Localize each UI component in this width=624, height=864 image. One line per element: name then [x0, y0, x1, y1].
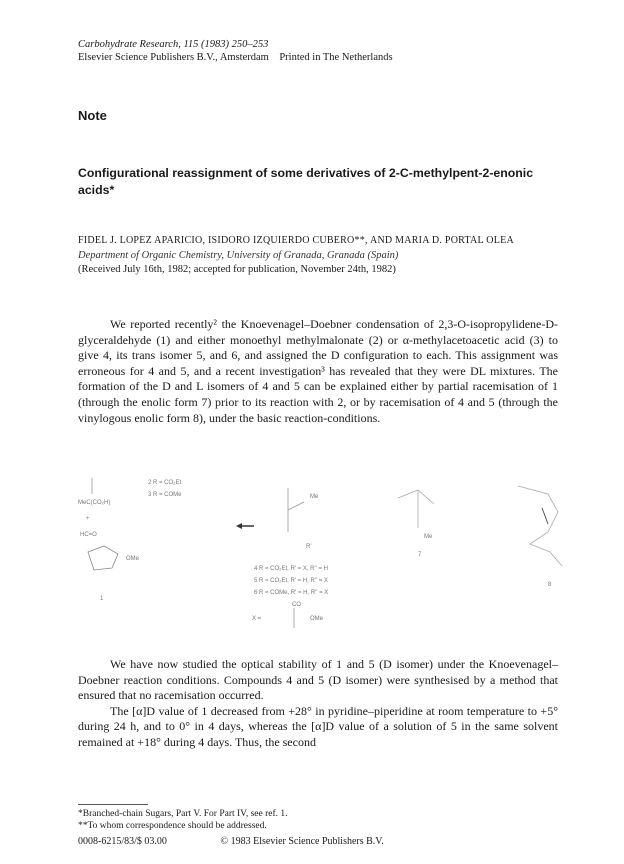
footnote-1: *Branched-chain Sugars, Part V. For Part IV, see ref. 1.: [78, 809, 288, 819]
scheme-label: CO: [292, 602, 301, 608]
scheme-label: 6 R = COMe, R' = H, R'' = X: [254, 590, 329, 596]
scheme-label: R': [306, 544, 312, 550]
scheme-label: 4 R = CO₂Et, R' = X, R'' = H: [254, 566, 328, 572]
page-footer: [78, 836, 558, 848]
footnote-rule: [78, 804, 148, 805]
scheme-label: OMe: [126, 556, 140, 562]
received-dates: (Received July 16th, 1982; accepted for publication, November 24th, 1982): [78, 264, 396, 275]
scheme-label: 3 R = COMe: [148, 492, 182, 498]
publisher-line: Elsevier Science Publishers B.V., Amsterdam Printed in The Netherlands: [78, 52, 393, 63]
footnotes: [78, 808, 558, 832]
scheme-label: X =: [252, 616, 262, 622]
scheme-label: Me: [310, 494, 319, 500]
paragraph-intro: [78, 317, 558, 426]
compound-7-label: 7: [418, 552, 422, 558]
scheme-label: 5 R = CO₂Et, R' = H, R'' = X: [254, 578, 328, 584]
compound-1-label: 1: [100, 596, 104, 602]
svg-text:+: +: [86, 516, 90, 522]
footnote-2: **To whom correspondence should be addressed.: [78, 821, 267, 831]
author-list: FIDEL J. LOPEZ APARICIO, ISIDORO IZQUIERDO CUBERO**, AND MARIA D. PORTAL OLEA: [78, 235, 514, 246]
compound-8-label: 8: [548, 582, 552, 588]
journal-header: [78, 38, 558, 64]
article-title: Configurational reassignment of some derivatives of 2-C-methylpent-2-enonic acids*: [78, 166, 534, 197]
note-label: Note: [78, 108, 107, 123]
paragraph-3: The [α]D value of 1 decreased from +28° in pyridine–piperidine at room temperature to +5° during 24 h, and to 0° in 4 days, whereas the [α]D value of a solution of 5 in the same solvent remained at +18° during 4 days. Thus, the second: [78, 703, 558, 749]
journal-citation: Carbohydrate Research, 115 (1983) 250–253: [78, 39, 269, 50]
scheme-label: HC=O: [80, 532, 97, 538]
scheme-label: 2 R = CO₂Et: [148, 480, 182, 486]
scheme-label: Me: [424, 534, 433, 540]
paragraph-2: We have now studied the optical stability of 1 and 5 (D isomer) under the Knoevenagel–Doebner reaction conditions. Compounds 4 and 5 (D isomer) were synthesised by a method that ensured that no racemisation occurred.: [78, 657, 558, 703]
paragraph-1: We reported recently² the Knoevenagel–Doebner condensation of 2,3-O-isopropylidene-D-glyceraldehyde (1) and either monoethyl methylmalonate (2) or α-methylacetoacetic acid (3) to give 4, its trans isomer 5, and 6, and assigned the D configuration to each. This assignment was erroneous for 4 and 5, and a recent investigation³ has revealed that they were DL mixtures. The formation of the D and L isomers of 4 and 5 can be explained either by partial racemisation of 1 (through the enolic form 7) prior to its reaction with 2, or by racemisation of 4 and 5 (through the vinylogous enolic form 8), under the basic reaction-conditions.: [78, 317, 558, 425]
scheme-label: MeC(CO₂H): [78, 500, 111, 506]
scheme-label: OMe: [310, 616, 324, 622]
affiliation: Department of Organic Chemistry, University of Granada, Granada (Spain): [78, 250, 399, 261]
paragraph-results: [78, 657, 558, 751]
issn-code: 0008-6215/83/$ 03.00: [78, 836, 167, 847]
copyright-line: © 1983 Elsevier Science Publishers B.V.: [220, 836, 384, 847]
reaction-scheme: [78, 468, 578, 638]
